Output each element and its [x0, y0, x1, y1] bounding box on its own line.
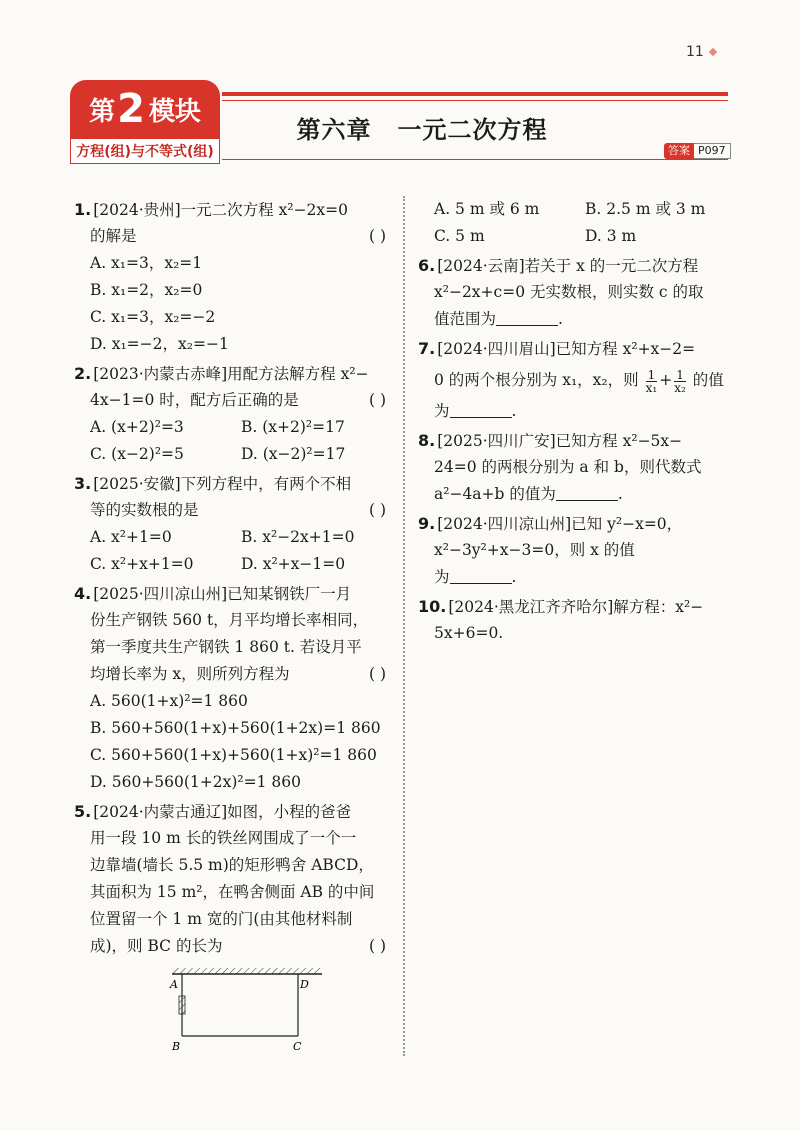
period: . [511, 402, 517, 420]
period: . [617, 485, 623, 503]
question-3 [74, 470, 392, 578]
option-b: B. x₁=2，x₂=0 [90, 281, 203, 299]
period: . [558, 310, 563, 328]
option-b: B. (x+2)²=17 [241, 418, 345, 436]
answer-paren: ( ) [368, 227, 386, 245]
module-subtitle: 方程(组)与不等式(组) [70, 138, 220, 164]
plus-sign: + [659, 371, 673, 389]
question-text: x²−3y²+x−3=0，则 x 的值 [434, 541, 635, 559]
question-10 [418, 593, 736, 647]
answer-paren: ( ) [368, 937, 386, 955]
question-text: [2024·黑龙江齐齐哈尔]解方程：x²− [448, 598, 704, 616]
question-text: 位置留一个 1 m 宽的门(由其他材料制 [90, 910, 353, 928]
question-number: 3. [74, 474, 92, 493]
answer-paren: ( ) [368, 665, 386, 683]
question-text: 0 的两个根分别为 x₁，x₂，则 [434, 371, 639, 389]
question-number: 10. [418, 597, 447, 616]
answer-paren: ( ) [368, 391, 386, 409]
question-text: 成)，则 BC 的长为 [90, 937, 223, 955]
option-c: C. x₁=3，x₂=−2 [90, 308, 216, 326]
answer-blank[interactable] [556, 482, 618, 501]
header-underline [222, 159, 728, 160]
option-d: D. x²+x−1=0 [241, 555, 346, 573]
answer-page: P097 [694, 143, 731, 159]
question-number: 7. [418, 339, 436, 358]
module-word2: 模块 [148, 96, 201, 127]
question-text: 为 [434, 402, 450, 420]
question-text: [2024·四川凉山州]已知 y²−x=0， [437, 515, 683, 533]
question-text: [2023·内蒙古赤峰]用配方法解方程 x²− [93, 365, 369, 383]
wall-hatch [172, 968, 322, 974]
figure-svg [166, 966, 326, 1052]
label-c: C [293, 1040, 302, 1052]
option-b: B. 560+560(1+x)+560(1+2x)=1 860 [90, 719, 381, 737]
question-5-options [418, 196, 736, 250]
question-text: 边靠墙(墙长 5.5 m)的矩形鸭舍 ABCD， [90, 856, 374, 874]
option-c: C. 560+560(1+x)+560(1+x)²=1 860 [90, 746, 377, 764]
chapter-name: 一元二次方程 [397, 116, 548, 144]
label-d: D [300, 978, 309, 991]
option-a: A. x₁=3，x₂=1 [90, 254, 203, 272]
column-divider [403, 196, 405, 1056]
question-text: [2025·安徽]下列方程中，有两个不相 [93, 475, 352, 493]
question-2 [74, 360, 392, 468]
answer-paren: ( ) [368, 501, 386, 519]
right-column [418, 196, 736, 649]
left-column [74, 196, 392, 1054]
question-text: 5x+6=0. [434, 624, 504, 642]
question-text: a²−4a+b 的值为 [434, 485, 556, 503]
option-d: D. 3 m [585, 227, 637, 245]
option-a: A. (x+2)²=3 [90, 418, 184, 436]
fraction-numerator: 1 [647, 367, 656, 382]
option-c: C. x²+x+1=0 [90, 555, 194, 573]
answer-label: 答案 [664, 143, 694, 159]
module-badge [70, 80, 222, 166]
answer-blank[interactable] [450, 399, 512, 418]
option-c: C. 5 m [434, 227, 485, 245]
question-text: [2025·四川广安]已知方程 x²−5x− [437, 432, 683, 450]
question-text: [2024·内蒙古通辽]如图，小程的爸爸 [93, 803, 352, 821]
question-text: [2024·贵州]一元二次方程 x²−2x=0 [93, 201, 349, 219]
question-text: 均增长率为 x，则所列方程为 [90, 665, 290, 683]
option-a: A. 560(1+x)²=1 860 [90, 692, 248, 710]
module-number: 2 [117, 86, 145, 132]
fraction-numerator: 1 [676, 367, 684, 382]
question-text: x²−2x+c=0 无实数根，则实数 c 的取 [434, 283, 704, 301]
question-number: 8. [418, 431, 436, 450]
question-9 [418, 510, 736, 591]
option-d: D. x₁=−2，x₂=−1 [90, 335, 229, 353]
question-6 [418, 252, 736, 333]
question-text: 为 [434, 568, 450, 586]
chapter-title [222, 110, 622, 145]
question-text: 的解是 [90, 227, 137, 245]
answer-reference [664, 143, 731, 159]
question-text: 其面积为 15 m²，在鸭舍侧面 AB 的中间 [90, 883, 375, 901]
label-b: B [172, 1040, 181, 1052]
question-text: 24=0 的两根分别为 a 和 b，则代数式 [434, 458, 702, 476]
period: . [511, 568, 517, 586]
question-8 [418, 427, 736, 508]
question-1 [74, 196, 392, 358]
label-a: A [170, 978, 178, 991]
question-number: 6. [418, 256, 436, 275]
question-number: 2. [74, 364, 92, 383]
question-text: 等的实数根的是 [90, 501, 199, 519]
option-d: D. (x−2)²=17 [241, 445, 346, 463]
answer-blank[interactable] [450, 565, 512, 584]
option-b: B. 2.5 m 或 3 m [585, 200, 706, 218]
question-7 [418, 335, 736, 425]
question-text: 值范围为 [434, 310, 497, 328]
fraction-2 [674, 369, 686, 394]
door [179, 996, 185, 1014]
fraction-denominator: x₂ [674, 380, 686, 395]
question-text: [2025·四川凉山州]已知某钢铁厂一月 [93, 585, 352, 603]
option-d: D. 560+560(1+2x)²=1 860 [90, 773, 302, 791]
question-text: 份生产钢铁 560 t，月平均增长率相同， [90, 611, 369, 629]
question-number: 1. [74, 200, 92, 219]
option-a: A. x²+1=0 [90, 528, 172, 546]
module-word1: 第 [89, 96, 116, 127]
question-4 [74, 580, 392, 796]
question-number: 4. [74, 584, 92, 603]
question-text: 的值 [692, 371, 724, 389]
fraction-1 [646, 369, 658, 394]
fraction-denominator: x₁ [645, 380, 658, 395]
option-c: C. (x−2)²=5 [90, 445, 184, 463]
answer-blank[interactable] [496, 307, 558, 326]
page-number: 11 [686, 44, 704, 60]
question-number: 5. [74, 802, 92, 821]
question-5 [74, 798, 392, 1052]
rectangle-figure [166, 966, 326, 1052]
header-rule-thin [222, 100, 728, 101]
chapter-number: 第六章 [296, 116, 372, 144]
module-tab [70, 80, 220, 138]
question-text: 用一段 10 m 长的铁丝网围成了一个一 [90, 829, 357, 847]
option-b: B. x²−2x+1=0 [241, 528, 355, 546]
diamond-icon [709, 48, 717, 56]
question-text: 4x−1=0 时，配方后正确的是 [90, 391, 299, 409]
question-number: 9. [418, 514, 436, 533]
question-text: [2024·四川眉山]已知方程 x²+x−2= [437, 340, 696, 358]
question-text: [2024·云南]若关于 x 的一元二次方程 [437, 257, 699, 275]
option-a: A. 5 m 或 6 m [434, 200, 540, 218]
question-text: 第一季度共生产钢铁 1 860 t. 若设月平 [90, 638, 362, 656]
header-rule [222, 92, 728, 96]
